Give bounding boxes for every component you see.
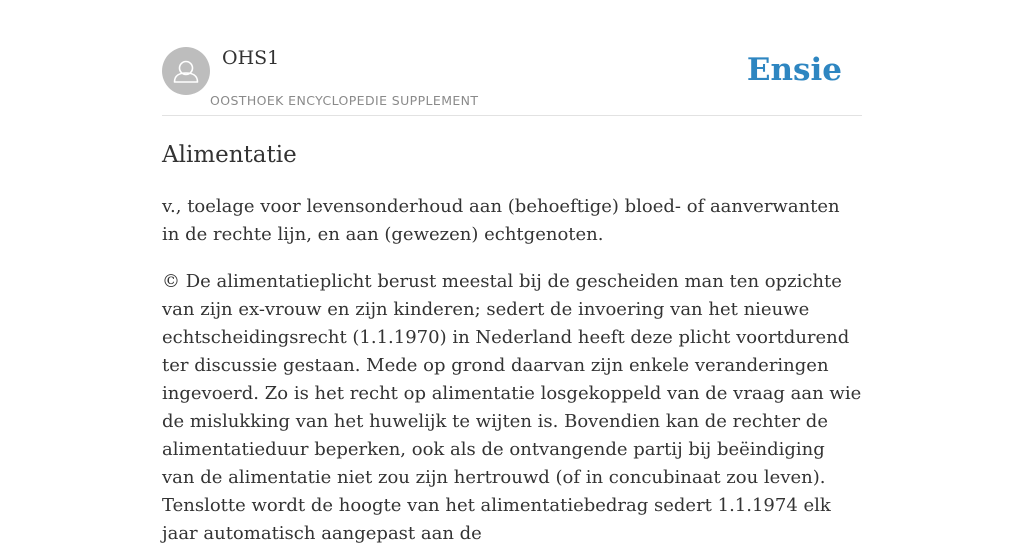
header [162, 0, 862, 116]
user-avatar-icon[interactable] [162, 47, 210, 95]
brand-logo[interactable]: Ensie [746, 52, 842, 88]
user-silhouette-icon [162, 47, 210, 95]
article-title: Alimentatie [162, 142, 297, 168]
article-paragraph: v., toelage voor levensonderhoud aan (behoeftige) bloed- of aanverwanten in de rechte lijn, en aan (gewezen) echtgenoten. [162, 196, 840, 245]
source-name[interactable]: OOSTHOEK ENCYCLOPEDIE SUPPLEMENT [210, 93, 479, 108]
article [162, 137, 862, 548]
author-name[interactable]: OHS1 [222, 47, 280, 69]
article-paragraph: © De alimentatieplicht berust meestal bij de gescheiden man ten opzichte van zijn ex-vrouw en zijn kinderen; sedert de invoering van het nieuwe echtscheidingsrecht (1.1.1970) in Nederland heeft deze plicht voortdurend ter discussie gestaan. Mede op grond daarvan zijn enkele veranderingen ingevoerd. Zo is het recht op alimentatie losgekoppeld van de vraag aan wie de mislukking van het huwelijk te wijten is. Bovendien kan de rechter de alimentatieduur beperken, ook als de ontvangende partij bij beëindiging van de alimentatie niet zou zijn hertrouwd (of in concubinaat zou leven). Tenslotte wordt de hoogte van het alimentatiebedrag sedert 1.1.1974 elk jaar automatisch aangepast aan de [162, 271, 862, 544]
